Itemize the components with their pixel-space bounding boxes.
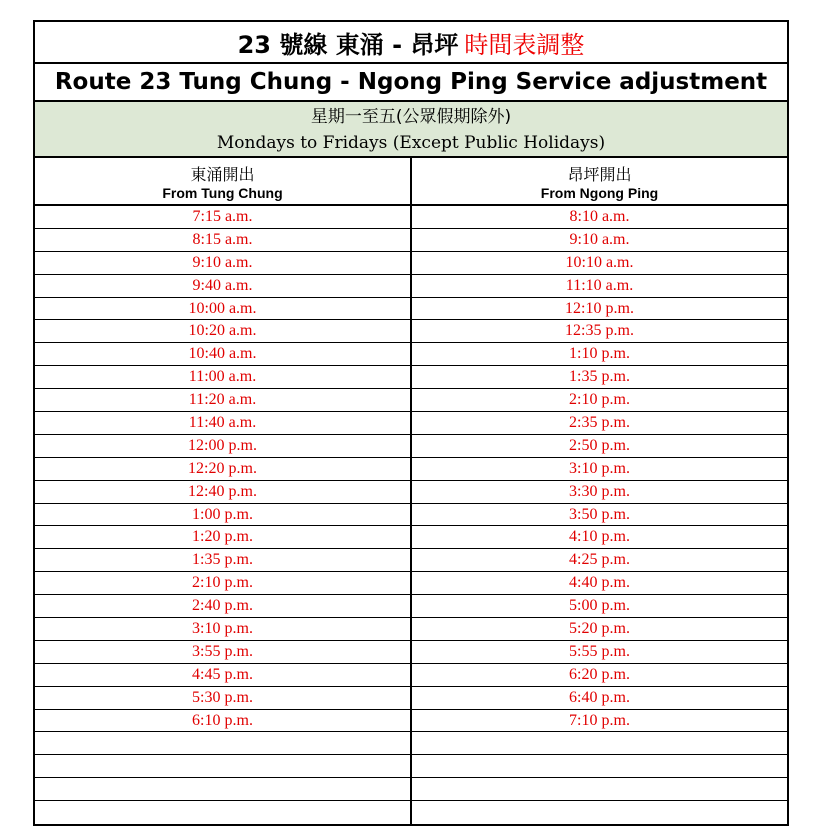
departure-time-tung-chung: 11:00 a.m. — [35, 366, 412, 388]
departure-time-tung-chung: 12:40 p.m. — [35, 481, 412, 503]
departure-time-ngong-ping: 5:20 p.m. — [569, 620, 630, 638]
departure-time-ngong-ping: 9:10 a.m. — [569, 230, 630, 248]
table-row — [35, 618, 787, 641]
column-header-right-zh: 昂坪開出 — [567, 164, 632, 184]
departure-time-tung-chung — [35, 801, 412, 824]
departure-time-ngong-ping: 5:00 p.m. — [569, 597, 630, 615]
departure-time-ngong-ping — [412, 778, 787, 800]
departure-time-tung-chung: 12:00 p.m. — [35, 435, 412, 457]
departure-time-ngong-ping: 4:40 p.m. — [569, 574, 630, 592]
departure-time-tung-chung — [35, 778, 412, 800]
departure-time-tung-chung: 5:30 p.m. — [35, 687, 412, 709]
departure-time-ngong-ping — [412, 801, 787, 824]
departure-time-tung-chung: 2:10 p.m. — [35, 572, 412, 594]
departure-time-tung-chung: 3:10 p.m. — [35, 618, 412, 640]
table-row — [35, 366, 787, 389]
departure-time-tung-chung: 9:10 a.m. — [35, 252, 412, 274]
table-row — [35, 275, 787, 298]
departure-time-ngong-ping: 4:25 p.m. — [569, 551, 630, 569]
table-row — [35, 320, 787, 343]
service-days-zh: 星期一至五(公眾假期除外) — [310, 107, 512, 127]
departure-time-tung-chung: 10:00 a.m. — [35, 298, 412, 320]
column-header-right-en: From Ngong Ping — [540, 184, 659, 201]
departure-time-ngong-ping: 3:10 p.m. — [569, 459, 630, 477]
departure-time-tung-chung: 9:40 a.m. — [35, 275, 412, 297]
departure-times-table — [35, 206, 787, 824]
departure-time-ngong-ping: 1:10 p.m. — [569, 345, 630, 363]
departure-time-tung-chung: 12:20 p.m. — [35, 458, 412, 480]
departure-time-tung-chung: 1:35 p.m. — [35, 549, 412, 571]
service-days-banner — [35, 102, 787, 158]
departure-time-ngong-ping: 12:10 p.m. — [565, 299, 634, 317]
table-row — [35, 595, 787, 618]
table-row — [35, 664, 787, 687]
departure-time-tung-chung — [35, 755, 412, 777]
departure-time-ngong-ping — [412, 755, 787, 777]
column-header-ngong-ping — [412, 158, 787, 204]
departure-time-ngong-ping: 4:10 p.m. — [569, 528, 630, 546]
table-row — [35, 732, 787, 755]
table-row — [35, 298, 787, 321]
departure-time-ngong-ping: 11:10 a.m. — [565, 276, 634, 294]
departure-time-tung-chung: 8:15 a.m. — [35, 229, 412, 251]
table-row — [35, 801, 787, 824]
table-row — [35, 343, 787, 366]
departure-time-tung-chung: 10:20 a.m. — [35, 320, 412, 342]
table-row — [35, 435, 787, 458]
departure-time-ngong-ping: 8:10 a.m. — [569, 208, 630, 225]
column-header-left-en: From Tung Chung — [162, 184, 283, 201]
column-headers — [35, 158, 787, 206]
table-row — [35, 481, 787, 504]
table-row — [35, 504, 787, 527]
table-row — [35, 229, 787, 252]
table-row — [35, 549, 787, 572]
departure-time-tung-chung: 7:15 a.m. — [35, 206, 412, 228]
departure-time-tung-chung: 3:55 p.m. — [35, 641, 412, 663]
departure-time-tung-chung: 2:40 p.m. — [35, 595, 412, 617]
table-row — [35, 641, 787, 664]
departure-time-ngong-ping: 3:30 p.m. — [569, 482, 630, 500]
departure-time-ngong-ping: 5:55 p.m. — [569, 642, 630, 660]
departure-time-ngong-ping: 6:40 p.m. — [569, 688, 630, 706]
departure-time-ngong-ping: 10:10 a.m. — [565, 253, 634, 271]
departure-time-ngong-ping: 2:50 p.m. — [569, 436, 630, 454]
table-row — [35, 710, 787, 733]
table-row — [35, 572, 787, 595]
service-days-en: Mondays to Fridays (Except Public Holidays) — [216, 133, 606, 153]
table-row — [35, 755, 787, 778]
departure-time-ngong-ping: 12:35 p.m. — [565, 322, 634, 340]
table-row — [35, 389, 787, 412]
column-header-left-zh: 東涌開出 — [190, 164, 255, 184]
table-row — [35, 526, 787, 549]
departure-time-tung-chung: 10:40 a.m. — [35, 343, 412, 365]
departure-time-tung-chung: 4:45 p.m. — [35, 664, 412, 686]
title-adjustment-text: 時間表調整 — [464, 30, 585, 59]
departure-time-tung-chung: 1:20 p.m. — [35, 526, 412, 548]
column-header-tung-chung — [35, 158, 412, 204]
departure-time-tung-chung: 1:00 p.m. — [35, 504, 412, 526]
title-route-text: 23 號線 東涌 - 昂坪 — [237, 30, 459, 59]
departure-time-ngong-ping: 7:10 p.m. — [569, 711, 630, 729]
departure-time-tung-chung: 6:10 p.m. — [35, 710, 412, 732]
timetable-title — [35, 22, 787, 64]
departure-time-ngong-ping: 3:50 p.m. — [569, 505, 630, 523]
departure-time-ngong-ping: 2:10 p.m. — [569, 391, 630, 409]
timetable-subtitle: Route 23 Tung Chung - Ngong Ping Service adjustment — [35, 64, 787, 102]
table-row — [35, 687, 787, 710]
departure-time-tung-chung — [35, 732, 412, 754]
table-row — [35, 252, 787, 275]
departure-time-ngong-ping: 2:35 p.m. — [569, 414, 630, 432]
table-row — [35, 778, 787, 801]
timetable — [33, 20, 789, 826]
table-row — [35, 206, 787, 229]
table-row — [35, 458, 787, 481]
departure-time-tung-chung: 11:40 a.m. — [35, 412, 412, 434]
table-row — [35, 412, 787, 435]
departure-time-ngong-ping — [412, 732, 787, 754]
departure-time-tung-chung: 11:20 a.m. — [35, 389, 412, 411]
departure-time-ngong-ping: 6:20 p.m. — [569, 665, 630, 683]
departure-time-ngong-ping: 1:35 p.m. — [569, 368, 630, 386]
